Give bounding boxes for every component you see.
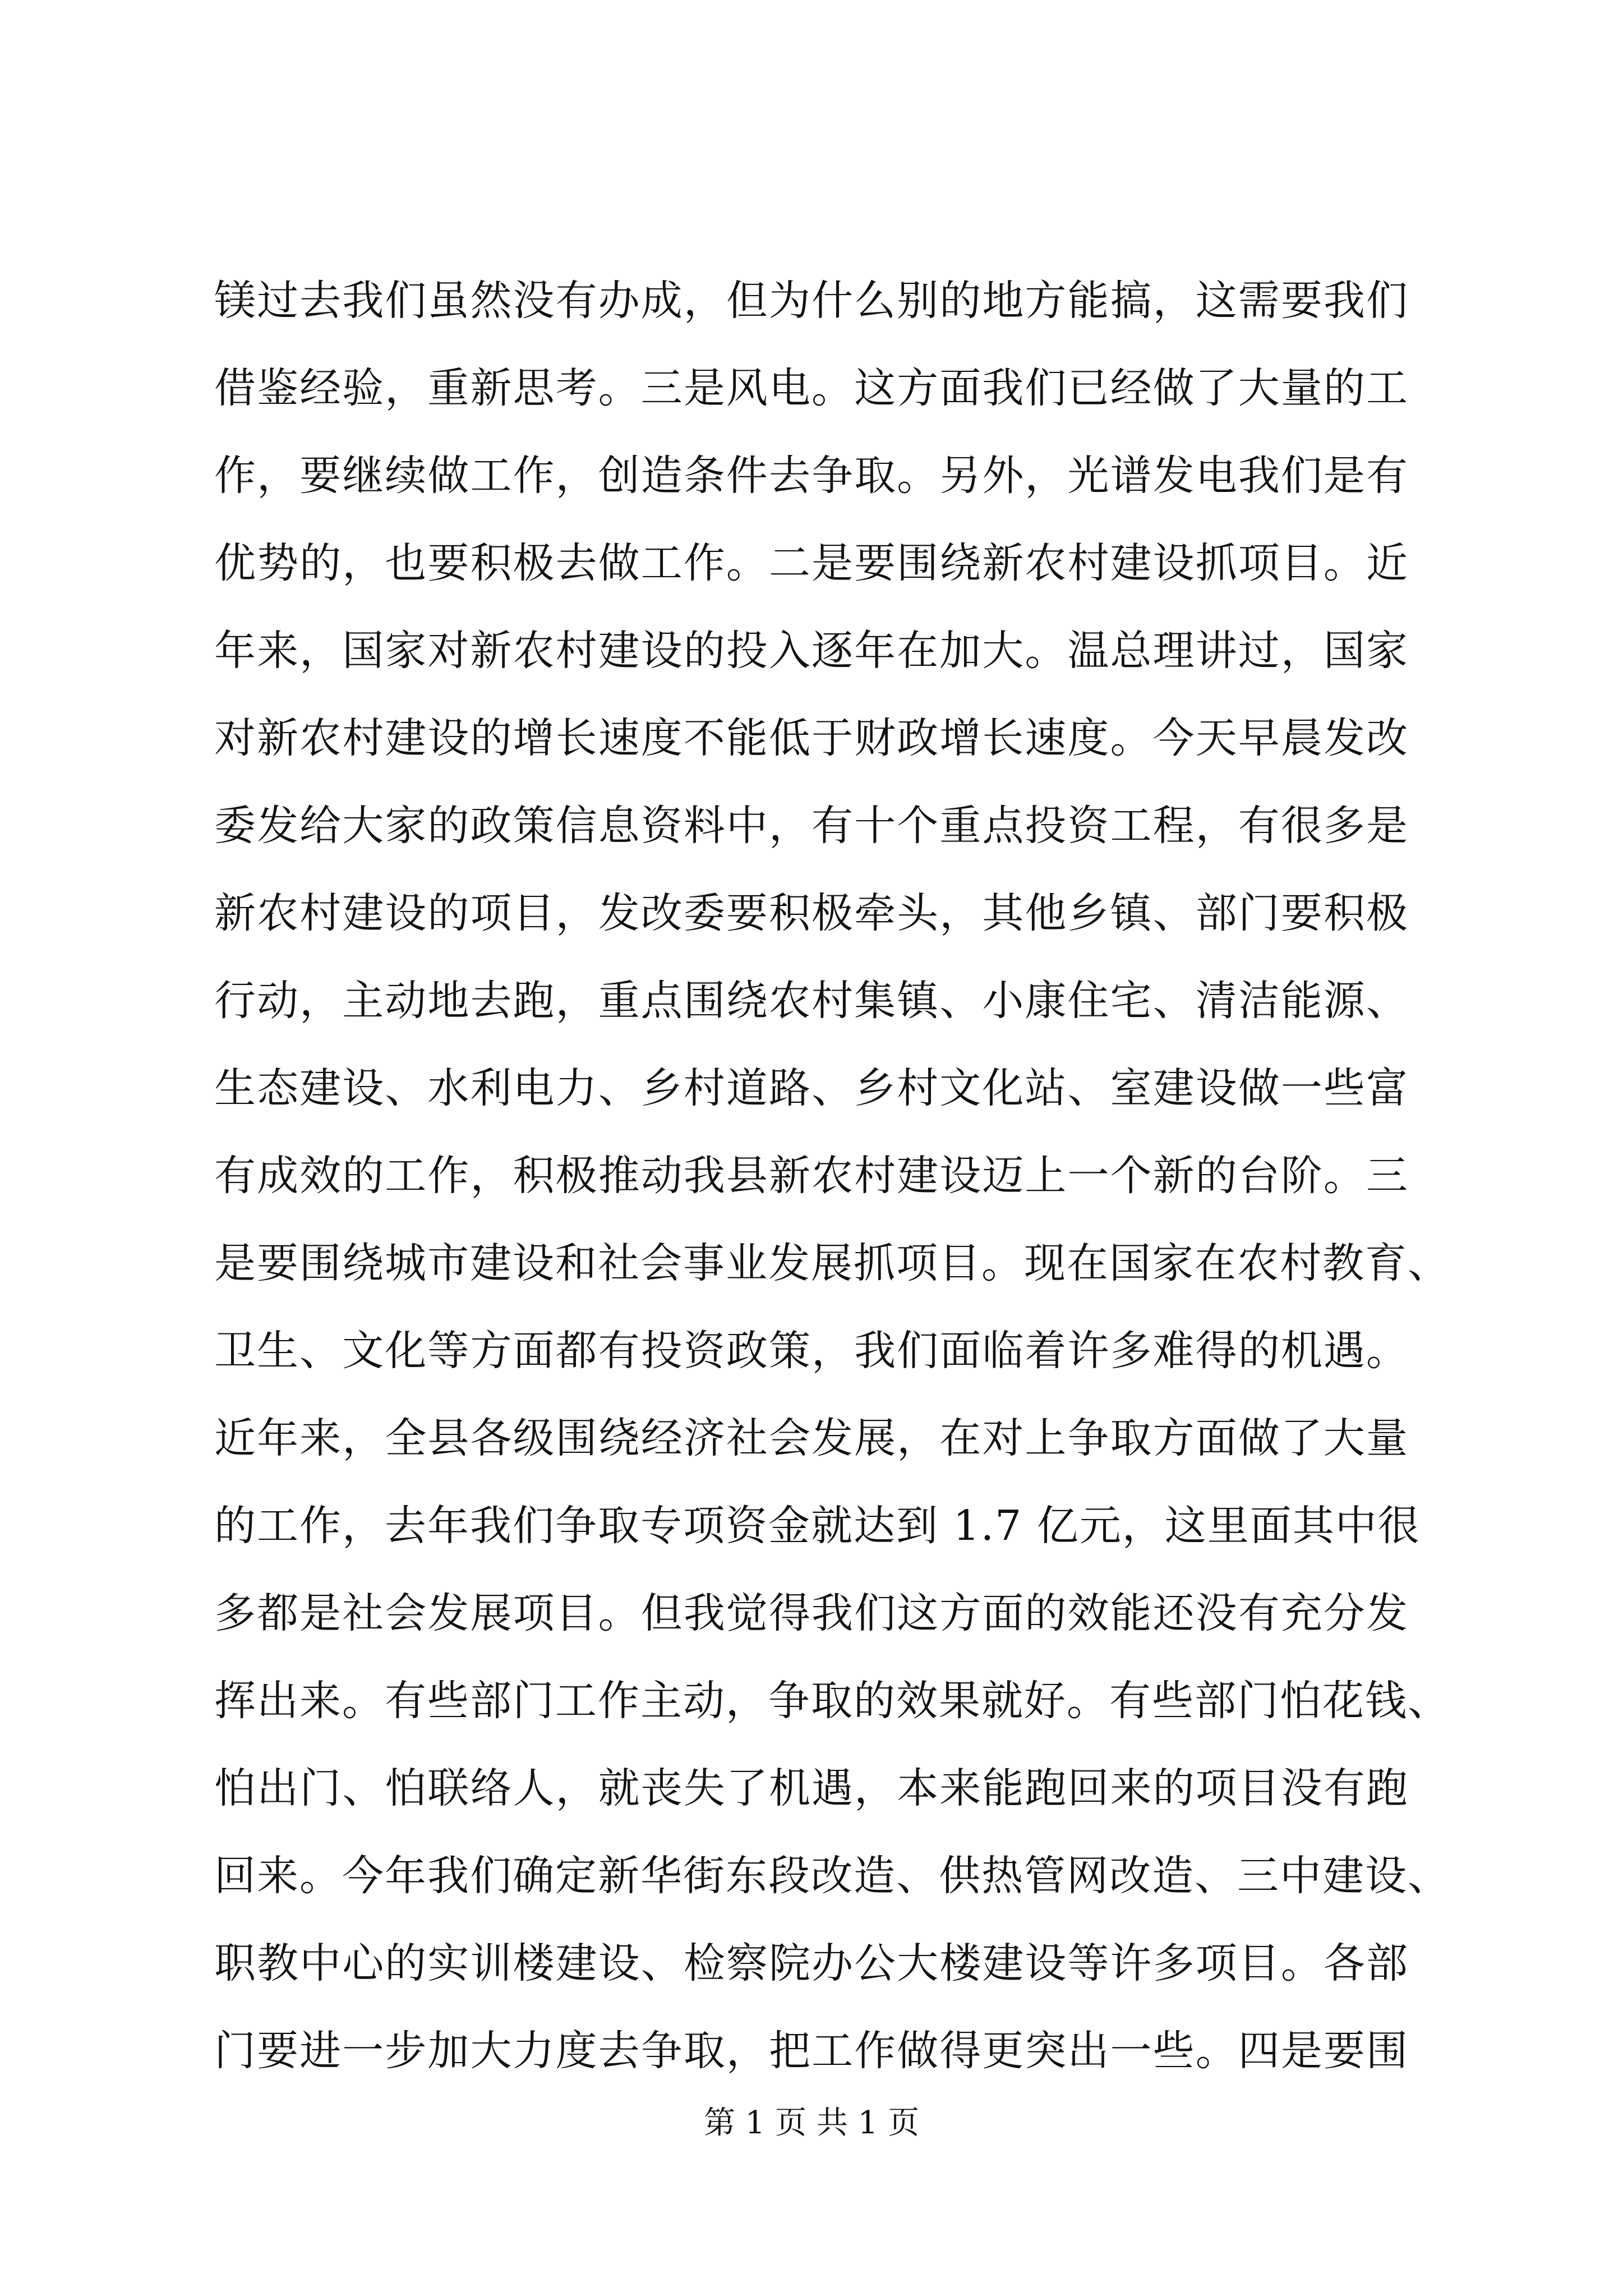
text-line: 挥出来。有些部门工作主动，争取的效果就好。有些部门怕花钱、: [214, 1677, 1450, 1725]
text-line: 卫生、文化等方面都有投资政策，我们面临着许多难得的机遇。: [214, 1327, 1409, 1375]
text-line: 优势的，也要积极去做工作。二是要围绕新农村建设抓项目。近: [214, 539, 1409, 587]
text-line: 新农村建设的项目，发改委要积极牵头，其他乡镇、部门要积极: [214, 889, 1409, 937]
text-line: 职教中心的实训楼建设、检察院办公大楼建设等许多项目。各部: [214, 1939, 1409, 1987]
text-line: 镁过去我们虽然没有办成，但为什么别的地方能搞，这需要我们: [214, 277, 1409, 325]
page-footer: [0, 2101, 1623, 2146]
text-line: 有成效的工作，积极推动我县新农村建设迈上一个新的台阶。三: [214, 1152, 1409, 1200]
text-line: 生态建设、水利电力、乡村道路、乡村文化站、室建设做一些富: [214, 1064, 1409, 1112]
text-line: 对新农村建设的增长速度不能低于财政增长速度。今天早晨发改: [214, 714, 1409, 762]
text-line: 是要围绕城市建设和社会事业发展抓项目。现在国家在农村教育、: [214, 1239, 1450, 1287]
text-line: 回来。今年我们确定新华街东段改造、供热管网改造、三中建设、: [214, 1852, 1450, 1900]
text-line: 近年来，全县各级围绕经济社会发展，在对上争取方面做了大量: [214, 1414, 1409, 1462]
text-line: 行动，主动地去跑，重点围绕农村集镇、小康住宅、清洁能源、: [214, 977, 1409, 1025]
text-line: 借鉴经验，重新思考。三是风电。这方面我们已经做了大量的工: [214, 364, 1409, 412]
text-line: 的工作，去年我们争取专项资金就达到 1.7 亿元，这里面其中很: [214, 1502, 1421, 1550]
text-line: 怕出门、怕联络人，就丧失了机遇，本来能跑回来的项目没有跑: [214, 1764, 1409, 1812]
body-text: [214, 257, 1450, 2095]
text-line: 门要进一步加大力度去争取，把工作做得更突出一些。四是要围: [214, 2027, 1409, 2075]
text-line: 委发给大家的政策信息资料中，有十个重点投资工程，有很多是: [214, 802, 1409, 850]
page-number: 第 1 页 共 1 页: [703, 2105, 920, 2141]
text-line: 年来，国家对新农村建设的投入逐年在加大。温总理讲过，国家: [214, 627, 1409, 675]
text-line: 作，要继续做工作，创造条件去争取。另外，光谱发电我们是有: [214, 452, 1409, 500]
text-line: 多都是社会发展项目。但我觉得我们这方面的效能还没有充分发: [214, 1589, 1409, 1637]
